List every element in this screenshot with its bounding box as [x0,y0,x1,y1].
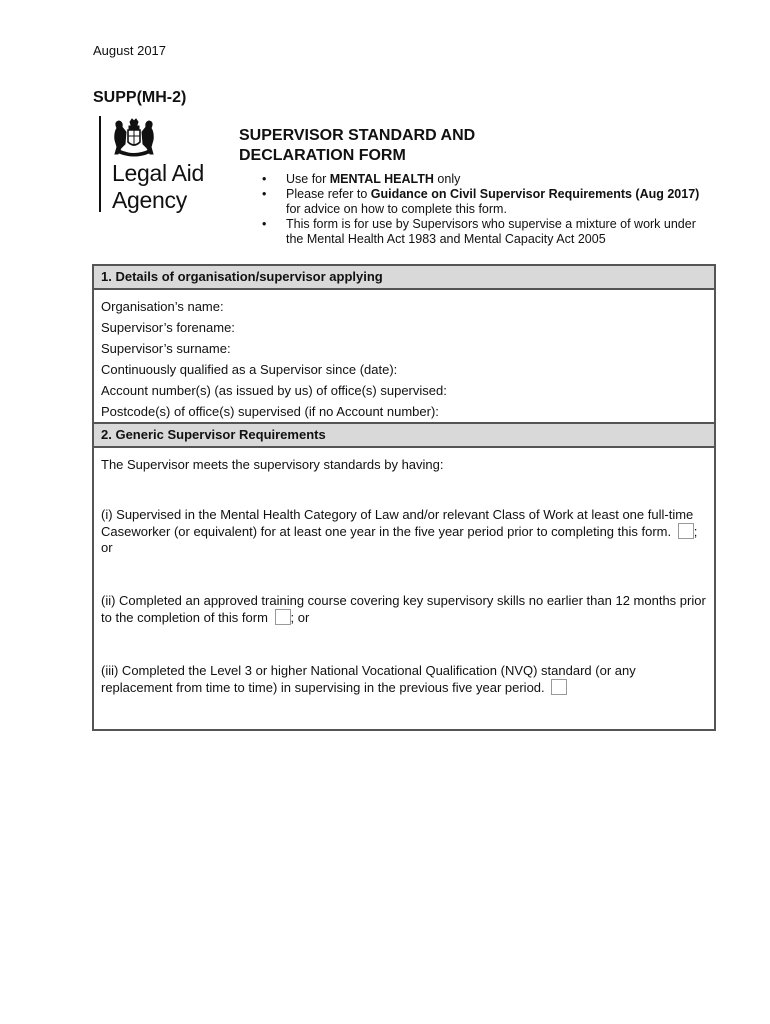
account-numbers-field[interactable]: Account number(s) (as issued by us) of office(s) supervised: [101,383,447,398]
instruction-text: only [433,172,461,186]
logo-divider [99,116,101,212]
instruction-text: for advice on how to complete this form. [286,202,507,216]
section-2-heading: 2. Generic Supervisor Requirements [94,424,714,448]
qualified-since-date-field[interactable]: Continuously qualified as a Supervisor since (date): [101,362,398,377]
instruction-item: • This form is for use by Supervisors who supervise a mixture of work under the Mental Health Act 1983 and Mental Capacity Act 2005 [262,217,702,247]
legal-aid-agency-logo [99,116,227,216]
royal-coat-of-arms-icon [111,118,157,158]
form-title-line-2: DECLARATION FORM [239,147,406,164]
supervisor-forename-field[interactable]: Supervisor’s forename: [101,320,235,335]
logo-text-legal-aid: Legal Aid [112,160,204,186]
instruction-item [262,187,702,217]
requirement-3-checkbox[interactable] [551,679,567,695]
form-title [239,126,475,166]
requirements-intro: The Supervisor meets the supervisory standards by having: [101,457,444,472]
requirement-suffix: ; or [101,524,698,555]
instruction-item [262,172,702,187]
instruction-text: Use for [286,172,330,186]
requirement-text: (ii) Completed an approved training course covering key supervisory skills no earlier than 12 months prior to the completion of this form [101,593,706,625]
supervisor-surname-field[interactable]: Supervisor’s surname: [101,341,231,356]
instruction-list [262,172,702,247]
requirement-suffix: ; or [290,610,310,625]
form-title-line-1: SUPERVISOR STANDARD AND [239,127,476,144]
requirement-text: (i) Supervised in the Mental Health Category of Law and/or relevant Class of Work at least one full-time Caseworker (or equivalent) for at least one year in the five year period prior to completing this form. [101,507,694,539]
logo-text-agency: Agency [112,187,187,213]
section-2-requirements [92,422,716,731]
requirement-item-3 [101,663,707,696]
form-code: SUPP(MH-2) [93,89,187,106]
instruction-text: Please refer to [286,187,371,201]
requirement-item-1 [101,507,707,556]
requirement-2-checkbox[interactable] [275,609,291,625]
guidance-reference: Guidance on Civil Supervisor Requirements (Aug 2017) [370,187,700,201]
section-1-details [92,264,716,424]
section-1-heading: 1. Details of organisation/supervisor applying [94,266,714,290]
requirement-1-checkbox[interactable] [678,523,694,539]
postcodes-field[interactable]: Postcode(s) of office(s) supervised (if no Account number): [101,404,439,419]
form-date: August 2017 [93,43,167,58]
organisation-name-field[interactable]: Organisation’s name: [101,299,224,314]
requirement-text: (iii) Completed the Level 3 or higher National Vocational Qualification (NVQ) standard (or any replacement from time to time) in supervising in the previous five year period. [101,663,636,695]
requirement-item-2 [101,593,707,626]
instruction-emphasis: MENTAL HEALTH [329,172,434,186]
